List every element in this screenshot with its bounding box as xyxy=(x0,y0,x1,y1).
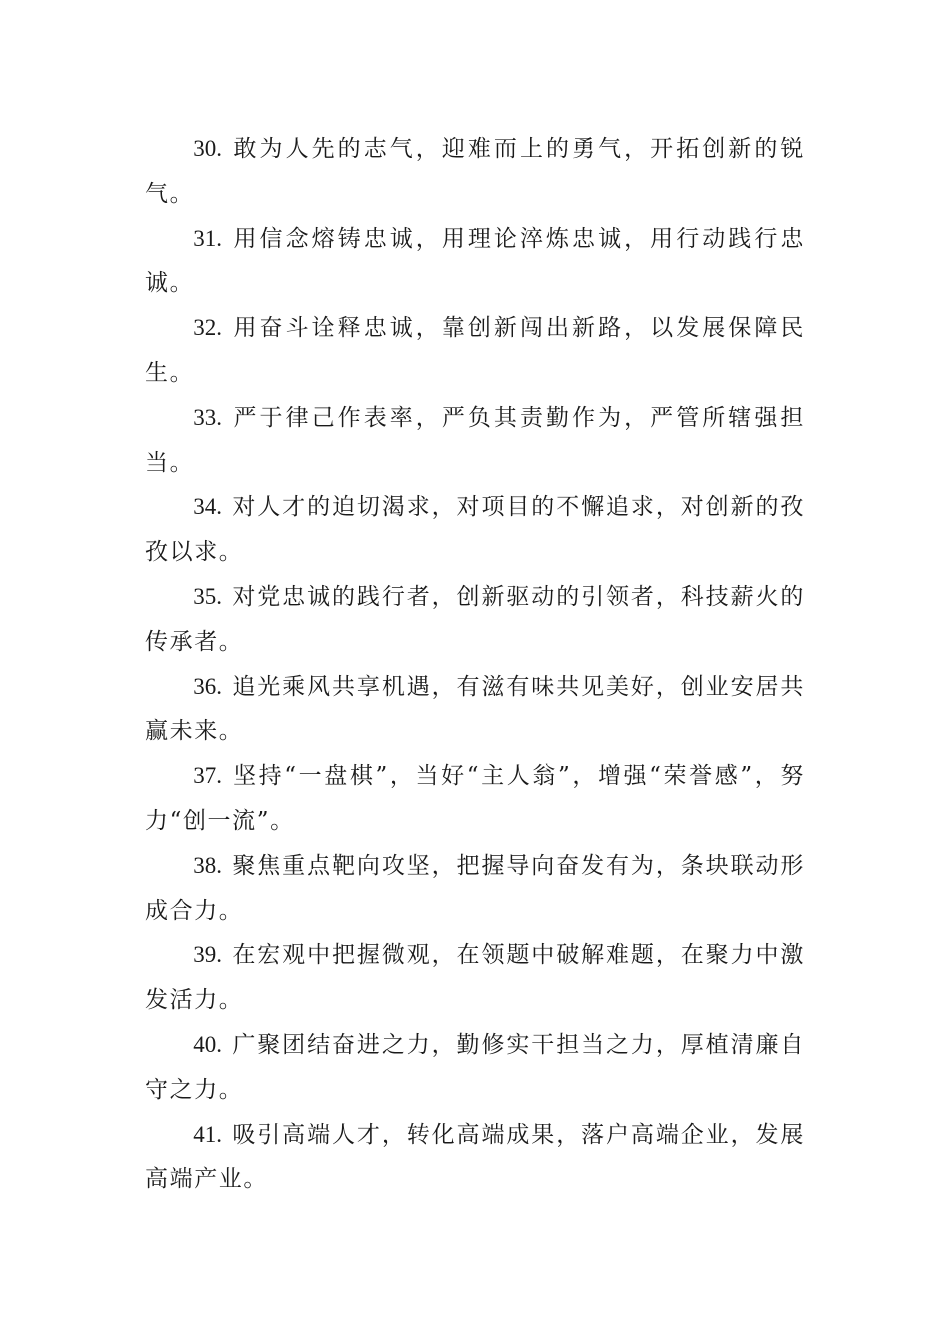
list-item xyxy=(145,396,805,486)
list-item xyxy=(145,844,805,934)
item-number: 36. xyxy=(193,673,223,699)
list-item xyxy=(145,306,805,396)
item-text: 严于律己作表率，严负其责勤作为，严管所辖强担当。 xyxy=(145,404,805,476)
list-item xyxy=(145,1023,805,1113)
item-text: 聚焦重点靶向攻坚，把握导向奋发有为，条块联动形成合力。 xyxy=(145,852,805,924)
item-number: 33. xyxy=(193,404,223,430)
item-number: 35. xyxy=(193,583,223,609)
list-item xyxy=(145,127,805,217)
item-number: 38. xyxy=(193,852,223,878)
item-number: 31. xyxy=(193,225,223,251)
item-number: 40. xyxy=(193,1031,223,1057)
item-text: 对党忠诚的践行者，创新驱动的引领者，科技薪火的传承者。 xyxy=(145,583,805,655)
item-number: 39. xyxy=(193,942,223,968)
item-number: 30. xyxy=(193,136,223,161)
list-item xyxy=(145,665,805,755)
list-item xyxy=(145,754,805,844)
item-text: 广聚团结奋进之力，勤修实干担当之力，厚植清廉自守之力。 xyxy=(145,1031,805,1103)
item-text: 对人才的迫切渴求，对项目的不懈追求，对创新的孜孜以求。 xyxy=(145,494,805,566)
item-text: 吸引高端人才，转化高端成果，落户高端企业，发展高端产业。 xyxy=(145,1121,805,1193)
item-text: 在宏观中把握微观，在领题中破解难题，在聚力中激发活力。 xyxy=(145,942,805,1014)
item-text: 追光乘风共享机遇，有滋有味共见美好，创业安居共赢未来。 xyxy=(145,673,805,745)
item-number: 41. xyxy=(193,1121,223,1147)
item-number: 37. xyxy=(193,763,223,789)
document-body xyxy=(145,127,805,1202)
list-item xyxy=(145,217,805,307)
list-item xyxy=(145,933,805,1023)
item-number: 34. xyxy=(193,494,223,520)
item-text: 用奋斗诠释忠诚，靠创新闯出新路，以发展保障民生。 xyxy=(145,315,805,386)
list-item xyxy=(145,575,805,665)
list-item xyxy=(145,1113,805,1203)
item-text: 敢为人先的志气，迎难而上的勇气，开拓创新的锐气。 xyxy=(145,136,805,207)
list-item xyxy=(145,485,805,575)
item-number: 32. xyxy=(193,315,223,341)
item-text: 用信念熔铸忠诚，用理论淬炼忠诚，用行动践行忠诚。 xyxy=(145,225,805,297)
item-text: 坚持“一盘棋”，当好“主人翁”，增强“荣誉感”，努力“创一流”。 xyxy=(145,763,805,834)
